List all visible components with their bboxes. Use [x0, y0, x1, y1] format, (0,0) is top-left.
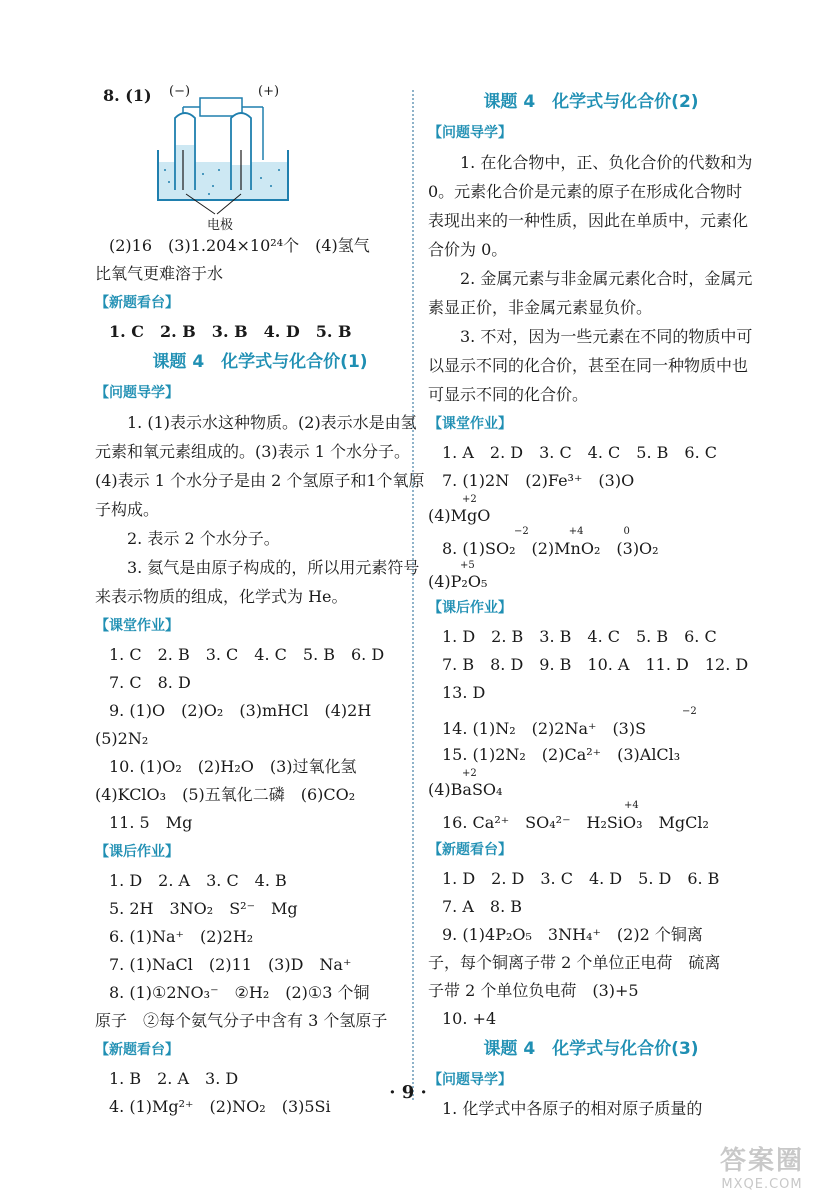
paragraph: 2. 金属元素与非金属元素化合时，金属元素显正价，非金属元素显负价。 — [428, 269, 753, 317]
answer-line: (4)P₂O₅ — [428, 572, 488, 591]
valence-mark: −2 — [682, 706, 697, 717]
lesson-title: 课题 4 化学式与化合价(2) — [483, 92, 699, 112]
paragraph: 1. (1)表示水这种物质。(2)表示水是由氢元素和氧元素组成的。(3)表示 1 个水分子。(4)表示 1 个水分子是由 2 个氢原子和1个氧原子构成。 — [95, 413, 425, 519]
q8-answer-line-1: (2)16 (3)1.204×10²⁴个 (4)氢气 — [109, 236, 370, 255]
answer-line: 子，每个铜离子带 2 个单位正电荷 硫离 — [428, 953, 721, 972]
answer-line: 15. (1)2N₂ (2)Ca²⁺ (3)AlCl₃ — [442, 745, 681, 764]
answer-line: 1. D 2. D 3. C 4. D 5. D 6. B — [442, 869, 720, 888]
section-header: 【问题导学】 — [428, 125, 512, 141]
answer-line: 10. +4 — [442, 1009, 497, 1028]
page-number: · 9 · — [389, 1082, 427, 1103]
answer-line: 16. Ca²⁺ SO₄²⁻ H₂SiO₃ MgCl₂ — [442, 813, 709, 832]
electrolysis-apparatus — [153, 90, 303, 230]
answer-line: 8. (1)①2NO₃⁻ ②H₂ (2)①3 个铜 — [109, 983, 370, 1002]
left-column — [95, 80, 425, 1121]
valence-mark: +2 — [462, 768, 477, 779]
answer-line: 14. (1)N₂ (2)2Na⁺ (3)S — [442, 719, 647, 738]
answer-line: 7. B 8. D 9. B 10. A 11. D 12. D — [442, 655, 749, 674]
electrode-label: 电极 — [207, 218, 234, 233]
right-column — [428, 86, 754, 1123]
answer-line: 1. C 2. B 3. B 4. D 5. B — [109, 322, 352, 341]
paragraph: 3. 不对，因为一些元素在不同的物质中可以显示不同的化合价，甚至在同一种物质中也可显示不同的化合价。 — [428, 327, 753, 404]
answer-line: (5)2N₂ — [95, 729, 149, 748]
answer-line: 10. (1)O₂ (2)H₂O (3)过氧化氢 — [109, 757, 357, 776]
valence-mark: −2 +4 0 — [514, 526, 630, 537]
answer-line: 子带 2 个单位负电荷 (3)+5 — [428, 981, 639, 1000]
section-header: 【课后作业】 — [95, 844, 179, 860]
answer-line: 6. (1)Na⁺ (2)2H₂ — [109, 927, 254, 946]
q8-answer-line-2: 比氧气更难溶于水 — [95, 264, 224, 283]
answer-line: 原子 ②每个氨气分子中含有 3 个氢原子 — [95, 1011, 388, 1030]
answer-line: 11. 5 Mg — [109, 813, 193, 832]
answer-line: 5. 2H 3NO₂ S²⁻ Mg — [109, 899, 298, 918]
electrolysis-diagram — [103, 80, 425, 232]
paragraph: 3. 氦气是由原子构成的，所以用元素符号来表示物质的组成，化学式为 He。 — [95, 558, 420, 606]
answer-line: 9. (1)O (2)O₂ (3)mHCl (4)2H — [109, 701, 372, 720]
answer-line: 7. A 8. B — [442, 897, 523, 916]
valence-mark: +4 — [624, 800, 639, 811]
valence-mark: +2 — [462, 494, 477, 505]
answer-line: 7. (1)2N (2)Fe³⁺ (3)O — [442, 471, 635, 490]
paragraph: 2. 表示 2 个水分子。 — [127, 529, 280, 548]
answer-line: (4)KClO₃ (5)五氧化二磷 (6)CO₂ — [95, 785, 356, 804]
watermark-url: MXQE.COM — [721, 1177, 803, 1192]
answer-line: 9. (1)4P₂O₅ 3NH₄⁺ (2)2 个铜离 — [442, 925, 703, 944]
section-header: 【新题看台】 — [95, 295, 179, 311]
answer-line: (4)MgO — [428, 506, 491, 525]
answer-line: 1. C 2. B 3. C 4. C 5. B 6. D — [109, 645, 385, 664]
valence-mark: +5 — [460, 560, 475, 571]
answer-line: 7. (1)NaCl (2)11 (3)D Na⁺ — [109, 955, 352, 974]
answer-line: 1. 化学式中各原子的相对原子质量的 — [442, 1099, 703, 1118]
answer-line: 1. B 2. A 3. D — [109, 1069, 239, 1088]
answer-line: 1. D 2. A 3. C 4. B — [109, 871, 287, 890]
section-header: 【问题导学】 — [95, 385, 179, 401]
answer-line: 1. A 2. D 3. C 4. C 5. B 6. C — [442, 443, 717, 462]
section-header: 【课堂作业】 — [95, 618, 179, 634]
lesson-title: 课题 4 化学式与化合价(1) — [152, 352, 368, 372]
answer-line: 4. (1)Mg²⁺ (2)NO₂ (3)5Si — [109, 1097, 331, 1116]
answer-line: 1. D 2. B 3. B 4. C 5. B 6. C — [442, 627, 717, 646]
watermark-text: 答案圈 — [719, 1146, 804, 1176]
minus-label: (−) — [169, 84, 191, 99]
section-header: 【新题看台】 — [428, 842, 512, 858]
paragraph: 1. 在化合物中，正、负化合价的代数和为 0。元素化合价是元素的原子在形成化合物时表现出来的一种性质，因此在单质中，元素化合价为 0。 — [428, 153, 753, 259]
plus-label: (+) — [258, 84, 280, 99]
q8-label: 8. (1) — [103, 86, 152, 105]
answer-line: 13. D — [442, 683, 486, 702]
section-header: 【课堂作业】 — [428, 416, 512, 432]
section-header: 【课后作业】 — [428, 600, 512, 616]
watermark-logo — [720, 1140, 804, 1192]
answer-line: 8. (1)SO₂ (2)MnO₂ (3)O₂ — [442, 539, 659, 558]
lesson-title: 课题 4 化学式与化合价(3) — [483, 1039, 699, 1059]
section-header: 【新题看台】 — [95, 1042, 179, 1058]
answer-line: 7. C 8. D — [109, 673, 191, 692]
section-header: 【问题导学】 — [428, 1072, 512, 1088]
answer-line: (4)BaSO₄ — [428, 780, 503, 799]
